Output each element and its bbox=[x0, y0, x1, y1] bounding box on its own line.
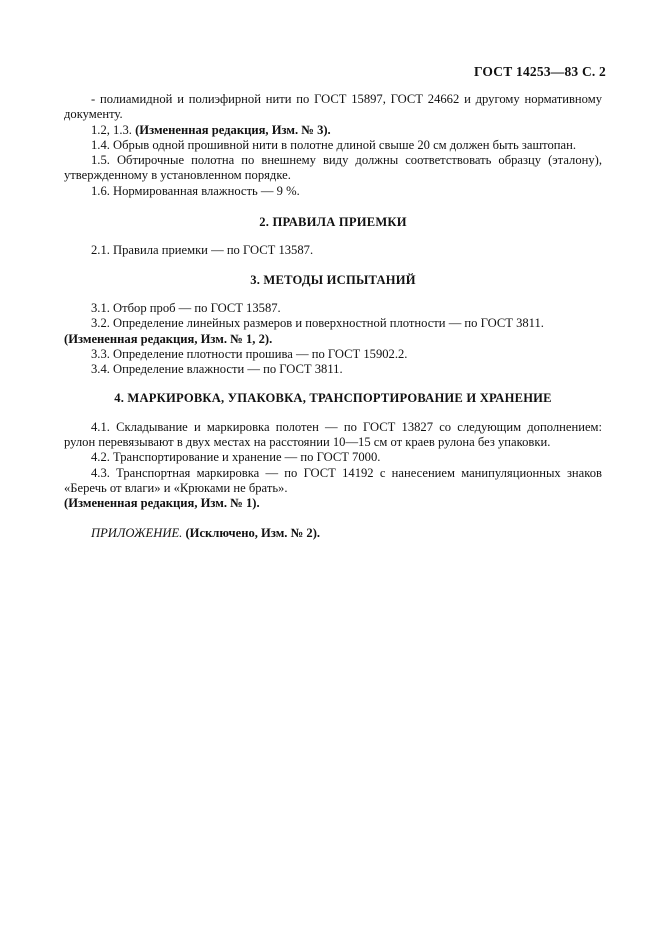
section-3-title: 3. МЕТОДЫ ИСПЫТАНИЙ bbox=[250, 272, 416, 287]
clause-number: 1.2, 1.3. bbox=[91, 122, 136, 137]
paragraph-3-2: 3.2. Определение линейных размеров и поверхностной плотности — по ГОСТ 3811. bbox=[91, 316, 544, 331]
paragraph-3-1: 3.1. Отбор проб — по ГОСТ 13587. bbox=[91, 300, 281, 315]
paragraph-4-2: 4.2. Транспортирование и хранение — по ГОСТ 7000. bbox=[91, 450, 381, 465]
document-body bbox=[64, 92, 602, 541]
paragraph-1-2-1-3 bbox=[64, 123, 602, 138]
page-header: ГОСТ 14253—83 С. 2 bbox=[473, 64, 606, 79]
appendix-note: (Исключено, Изм. № 2). bbox=[185, 525, 321, 540]
paragraph-3-3: 3.3. Определение плотности прошива — по ГОСТ 15902.2. bbox=[91, 346, 408, 361]
paragraph-intro: - полиамидной и полиэфирной нити по ГОСТ 15897, ГОСТ 24662 и другому нормативному документу. bbox=[64, 92, 602, 122]
paragraph-4-1: 4.1. Складывание и маркировка полотен — по ГОСТ 13827 со следующим дополнением: рулон перевязывают в двух местах на расстоянии 10—15 см от краев рулона без упаковки. bbox=[64, 419, 602, 450]
paragraph-1-6: 1.6. Нормированная влажность — 9 %. bbox=[91, 183, 300, 198]
section-4-title: 4. МАРКИРОВКА, УПАКОВКА, ТРАНСПОРТИРОВАНИЕ И ХРАНЕНИЕ bbox=[114, 391, 552, 406]
amendment-note-4-3: (Измененная редакция, Изм. № 1). bbox=[64, 496, 260, 511]
paragraph-4-3: 4.3. Транспортная маркировка — по ГОСТ 14192 с нанесением манипуляционных знаков «Беречь от влаги» и «Крюками не брать». bbox=[64, 465, 602, 495]
amendment-note-3-2: (Измененная редакция, Изм. № 1, 2). bbox=[64, 331, 273, 346]
amendment-note: (Измененная редакция, Изм. № 3). bbox=[135, 122, 331, 137]
appendix-label: ПРИЛОЖЕНИЕ. bbox=[91, 525, 183, 540]
paragraph-2-1: 2.1. Правила приемки — по ГОСТ 13587. bbox=[91, 243, 314, 258]
paragraph-1-5: 1.5. Обтирочные полотна по внешнему виду должны соответствовать образцу (эталону), утвержденному в установленном порядке. bbox=[64, 153, 602, 183]
paragraph-1-4: 1.4. Обрыв одной прошивной нити в полотне длиной свыше 20 см должен быть заштопан. bbox=[91, 137, 576, 152]
appendix-line bbox=[64, 526, 602, 541]
paragraph-3-4: 3.4. Определение влажности — по ГОСТ 3811. bbox=[91, 362, 343, 377]
section-2-title: 2. ПРАВИЛА ПРИЕМКИ bbox=[259, 215, 407, 230]
